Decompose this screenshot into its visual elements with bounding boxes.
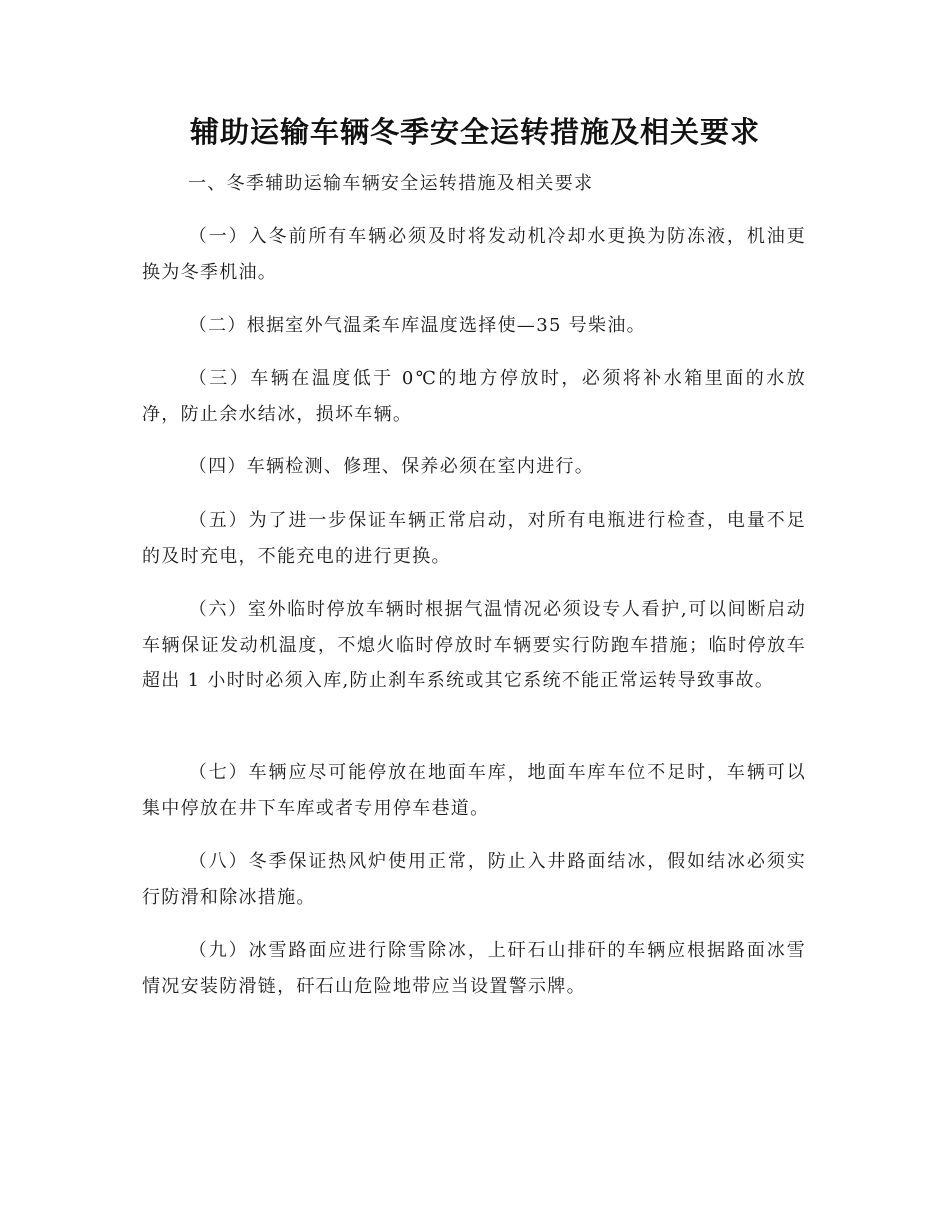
item-2: （二）根据室外气温柔车库温度选择使—35 号柴油。 (188, 315, 646, 336)
item-8: （八）冬季保证热风炉使用正常，防止入井路面结冰，假如结冰必须实行防滑和除冰措施。 (142, 851, 806, 908)
document-title: 辅助运输车辆冬季安全运转措施及相关要求 (189, 115, 760, 149)
item-7: （七）车辆应尽可能停放在地面车库，地面车库车位不足时，车辆可以集中停放在井下车库或者专用停车巷道。 (142, 762, 806, 819)
item-5: （五）为了进一步保证车辆正常启动，对所有电瓶进行检查，电量不足的及时充电，不能充电的进行更换。 (142, 510, 806, 567)
item-3: （三）车辆在温度低于 0℃的地方停放时，必须将补水箱里面的水放净，防止余水结冰，损坏车辆。 (142, 368, 806, 425)
item-9: （九）冰雪路面应进行除雪除冰，上矸石山排矸的车辆应根据路面冰雪情况安装防滑链，矸石山危险地带应当设置警示牌。 (142, 940, 806, 997)
item-4: （四）车辆检测、修理、保养必须在室内进行。 (188, 456, 595, 477)
item-1: （一）入冬前所有车辆必须及时将发动机冷却水更换为防冻液，机油更换为冬季机油。 (142, 226, 806, 283)
item-6: （六）室外临时停放车辆时根据气温情况必须设专人看护,可以间断启动车辆保证发动机温度，不熄火临时停放时车辆要实行防跑车措施；临时停放车超出 1 小时时必须入库,防止刹车系统或其它系统不能正常运转导致事故。 (142, 599, 806, 691)
section-heading: 一、冬季辅助运输车辆安全运转措施及相关要求 (188, 173, 594, 194)
